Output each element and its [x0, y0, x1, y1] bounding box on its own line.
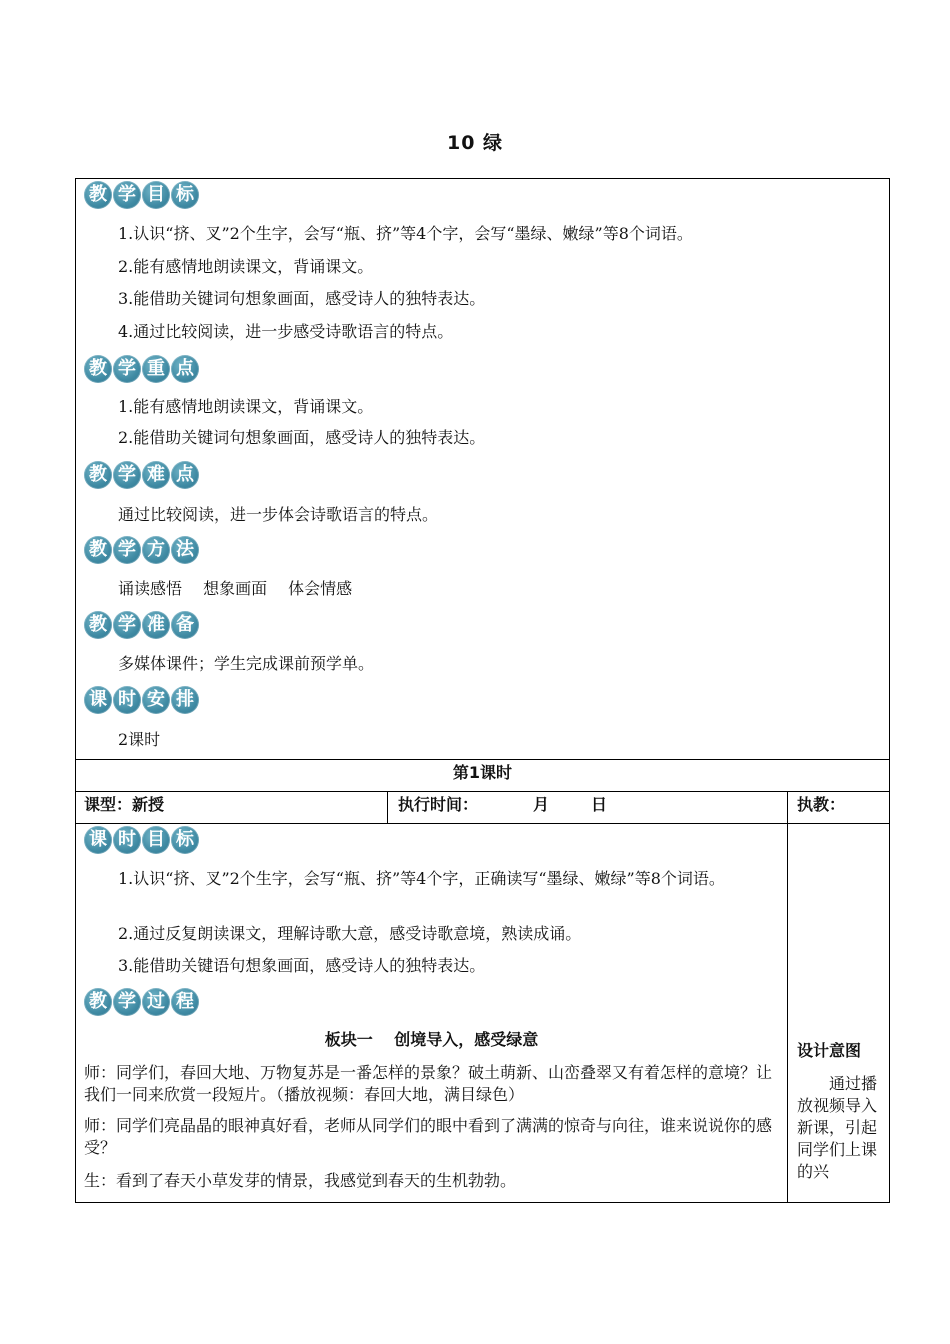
heading-char: 程	[171, 988, 199, 1016]
heading-char: 课	[84, 686, 112, 714]
section-heading-key-points	[84, 355, 199, 383]
heading-char: 教	[84, 988, 112, 1016]
goal-item: 2.能有感情地朗读课文，背诵课文。	[118, 257, 374, 276]
heading-char: 排	[171, 686, 199, 714]
heading-char: 学	[113, 461, 141, 489]
heading-char: 时	[113, 826, 141, 854]
row-divider	[76, 823, 889, 824]
lesson-goal-item: 2.通过反复朗读课文，理解诗歌大意，感受诗歌意境，熟读成诵。	[118, 924, 582, 943]
heading-char: 法	[171, 536, 199, 564]
design-intent-heading: 设计意图	[797, 1041, 862, 1060]
column-divider	[387, 791, 388, 823]
lesson-goal-item: 1.认识“挤、叉”2个生字，会写“瓶、挤”等4个字，正确读写“墨绿、嫩绿”等8个词语。	[118, 869, 725, 888]
execution-time-label: 执行时间：	[398, 795, 479, 814]
block-title: 板块一 创境导入，感受绿意	[324, 1030, 539, 1049]
section-heading-schedule	[84, 686, 199, 714]
heading-char: 点	[171, 461, 199, 489]
heading-char: 标	[171, 826, 199, 854]
heading-char: 重	[142, 355, 170, 383]
heading-char: 学	[113, 611, 141, 639]
heading-char: 难	[142, 461, 170, 489]
lesson-plan-table	[75, 178, 890, 1203]
lesson-goal-item: 3.能借助关键语句想象画面，感受诗人的独特表达。	[118, 956, 486, 975]
heading-char: 学	[113, 536, 141, 564]
section-heading-goals	[84, 181, 199, 209]
heading-char: 教	[84, 461, 112, 489]
methods-text: 诵读感悟 想象画面 体会情感	[118, 579, 353, 598]
dialogue-paragraph: 师：同学们亮晶晶的眼神真好看，老师从同学们的眼中看到了满满的惊奇与向往，谁来说说你的感受？	[84, 1116, 773, 1157]
heading-char: 教	[84, 611, 112, 639]
schedule-text: 2课时	[118, 730, 161, 749]
key-point-item: 1.能有感情地朗读课文，背诵课文。	[118, 397, 374, 416]
heading-char: 教	[84, 181, 112, 209]
column-divider	[787, 791, 788, 1203]
heading-char: 教	[84, 355, 112, 383]
teacher-label: 执教：	[797, 795, 846, 814]
heading-char: 学	[113, 181, 141, 209]
month-label: 月	[533, 795, 550, 814]
heading-char: 时	[113, 686, 141, 714]
heading-char: 学	[113, 355, 141, 383]
row-divider	[76, 791, 889, 792]
section-heading-process	[84, 988, 199, 1016]
section-heading-preparation	[84, 611, 199, 639]
heading-char: 标	[171, 181, 199, 209]
page-title: 10 绿	[446, 132, 504, 154]
dialogue-paragraph: 师：同学们，春回大地、万物复苏是一番怎样的景象？破土萌新、山峦叠翠又有着怎样的意境？让我们一同来欣赏一段短片。（播放视频：春回大地，满目绿色）	[84, 1063, 773, 1104]
preparation-text: 多媒体课件；学生完成课前预学单。	[118, 654, 375, 673]
difficulty-text: 通过比较阅读，进一步体会诗歌语言的特点。	[118, 505, 439, 524]
goal-item: 4.通过比较阅读，进一步感受诗歌语言的特点。	[118, 322, 454, 341]
heading-char: 教	[84, 536, 112, 564]
heading-char: 课	[84, 826, 112, 854]
heading-char: 目	[142, 826, 170, 854]
heading-char: 准	[142, 611, 170, 639]
heading-char: 目	[142, 181, 170, 209]
heading-char: 备	[171, 611, 199, 639]
heading-char: 方	[142, 536, 170, 564]
heading-char: 点	[171, 355, 199, 383]
design-intent-text: 通过播放视频导入新课，引起同学们上课的兴	[797, 1074, 877, 1181]
lesson-title: 第1课时	[452, 763, 513, 782]
goal-item: 3.能借助关键词句想象画面，感受诗人的独特表达。	[118, 289, 486, 308]
goal-item: 1.认识“挤、叉”2个生字，会写“瓶、挤”等4个字，会写“墨绿、嫩绿”等8个词语。	[118, 224, 693, 243]
row-divider	[76, 759, 889, 760]
heading-char: 安	[142, 686, 170, 714]
section-heading-difficulties	[84, 461, 199, 489]
day-label: 日	[591, 795, 608, 814]
section-heading-lesson-goals	[84, 826, 199, 854]
key-point-item: 2.能借助关键词句想象画面，感受诗人的独特表达。	[118, 428, 486, 447]
section-heading-methods	[84, 536, 199, 564]
heading-char: 学	[113, 988, 141, 1016]
lesson-type: 课型：新授	[84, 795, 165, 814]
heading-char: 过	[142, 988, 170, 1016]
dialogue-paragraph: 生：看到了春天小草发芽的情景，我感觉到春天的生机勃勃。	[84, 1171, 517, 1190]
